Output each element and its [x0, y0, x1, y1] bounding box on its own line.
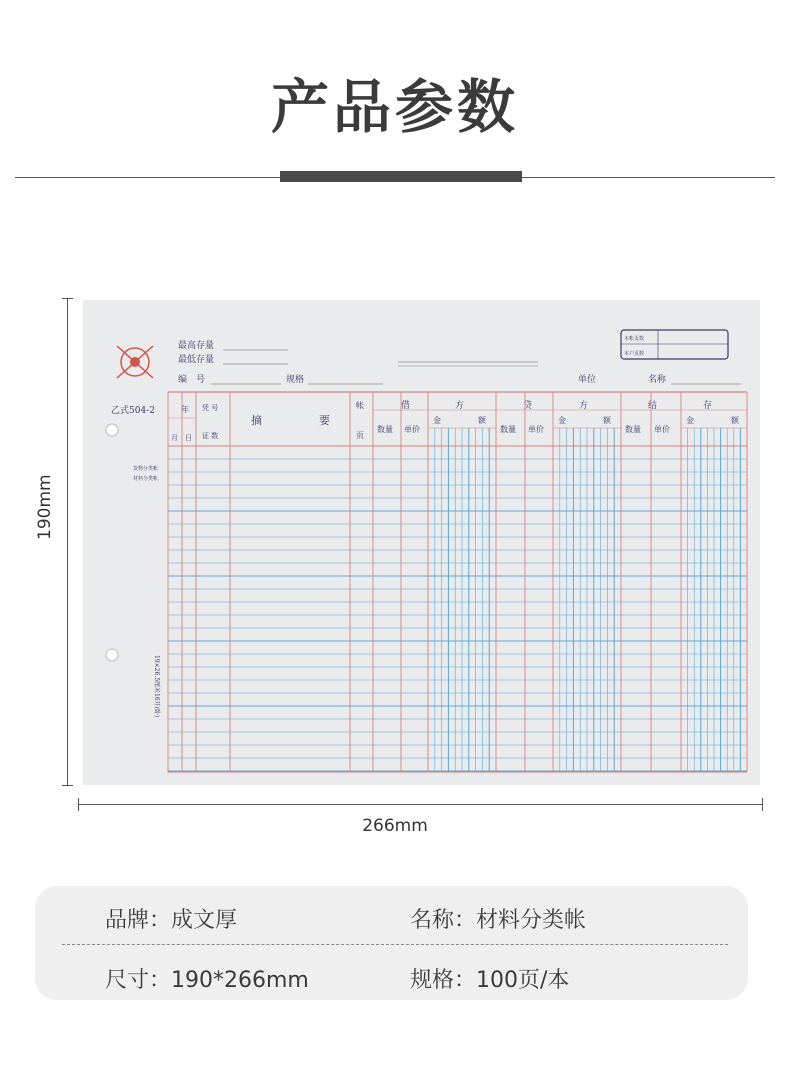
col-credit-a: 贷	[523, 401, 533, 411]
height-dimension-cap-bottom	[62, 785, 73, 786]
brand-logo-icon	[117, 346, 153, 378]
col-amount-b: 额	[603, 416, 611, 425]
col-amount-b: 额	[731, 416, 739, 425]
spec-name: 名称：材料分类帐	[410, 908, 587, 933]
name-label: 名称	[648, 375, 667, 385]
col-amount-b: 额	[478, 416, 486, 425]
spec-divider	[62, 944, 728, 945]
col-debit-a: 借	[401, 401, 411, 411]
side-note-1: 货物分类帐	[133, 466, 159, 472]
col-amount-a: 金	[686, 416, 694, 425]
page-title: 产品参数	[270, 73, 519, 141]
ledger-form	[83, 300, 760, 785]
col-ledger-page-b: 页	[356, 431, 364, 440]
col-amount-a: 金	[558, 416, 566, 425]
max-stock-label: 最高存量	[178, 341, 215, 351]
binder-hole-icon	[106, 424, 118, 436]
col-month: 月	[171, 434, 178, 442]
height-dimension-cap-top	[62, 298, 73, 299]
spec-size: 尺寸：190*266mm	[105, 968, 309, 993]
side-note-2: 材料分类帐	[133, 476, 159, 482]
width-dimension-cap-left	[78, 798, 79, 811]
height-label: 190mm	[35, 474, 55, 540]
form-code: 乙式504-2	[111, 406, 155, 416]
col-year: 年	[181, 405, 189, 414]
box-label-1: 本帐页数	[624, 336, 645, 342]
col-unit-price: 单价	[654, 425, 670, 434]
col-qty: 数量	[625, 425, 641, 434]
width-dimension-line	[78, 804, 762, 805]
unit-label: 单位	[578, 375, 597, 385]
col-summary-b: 要	[319, 414, 330, 427]
col-balance-a: 结	[648, 401, 658, 411]
width-label: 266mm	[362, 816, 428, 836]
binder-hole-icon	[106, 649, 118, 661]
col-balance-b: 存	[703, 401, 713, 411]
min-stock-label: 最低存量	[178, 355, 215, 365]
number-label: 编 号	[178, 375, 206, 385]
col-summary-a: 摘	[251, 414, 262, 427]
width-dimension-cap-right	[762, 798, 763, 811]
spec-brand: 品牌：成文厚	[105, 908, 238, 933]
vertical-note: 19×26.5厘米16开(卧)	[153, 655, 160, 718]
col-unit-price: 单价	[528, 425, 544, 434]
height-dimension-line	[67, 298, 68, 786]
col-qty: 数量	[500, 425, 516, 434]
col-qty: 数量	[377, 425, 393, 434]
spec-pages: 规格：100页/本	[410, 968, 570, 993]
col-credit-b: 方	[579, 401, 589, 411]
title-divider-accent	[280, 171, 522, 182]
col-unit-price: 单价	[404, 425, 420, 434]
col-amount-a: 金	[433, 416, 441, 425]
col-debit-b: 方	[455, 401, 465, 411]
ledger-sheet-image	[83, 300, 760, 785]
col-ledger-page-a: 帐	[356, 401, 364, 410]
col-voucher-sub: 证 数	[202, 432, 219, 440]
spec-label: 规格	[286, 375, 305, 385]
col-voucher: 凭 号	[202, 404, 219, 412]
col-day: 日	[185, 434, 192, 442]
box-label-2: 本户页数	[624, 351, 645, 357]
